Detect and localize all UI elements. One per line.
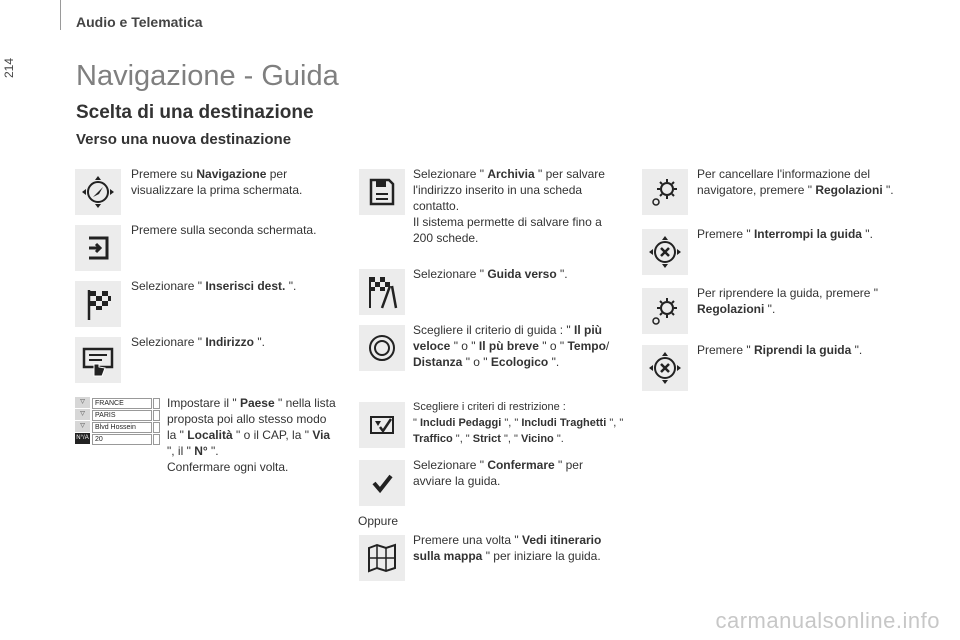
- header-divider: [60, 0, 61, 30]
- section-header: Audio e Telematica: [76, 14, 203, 30]
- navigation-icon: [75, 169, 121, 215]
- map-icon: [359, 535, 405, 581]
- checkered-flag-icon: [75, 281, 121, 327]
- confirm-check-icon: [359, 460, 405, 506]
- watermark: carmanualsonline.info: [715, 608, 940, 633]
- step-confirm: Selezionare " Confermare " per avviare la guida.: [413, 458, 583, 488]
- second-screen-icon: [75, 225, 121, 271]
- form-row-street: ▽ Blvd Hossein: [75, 421, 160, 432]
- guide-to-flag-icon: [359, 269, 405, 315]
- step-stop-guidance: Premere " Interrompi la guida ".: [697, 227, 873, 241]
- address-card-icon: [75, 337, 121, 383]
- oppure-label: Oppure: [358, 514, 399, 528]
- step-save-contact: Selezionare " Archivia " per salvare l'indirizzo inserito in una scheda contatto. Il sistema permette di salvare fino a 200 schede.: [413, 167, 605, 245]
- page-subtitle: Scelta di una destinazione: [76, 102, 314, 123]
- step-enter-destination: Selezionare " Inserisci dest. ".: [131, 279, 297, 293]
- step-restrictions: Scegliere i criteri di restrizione : " Includi Pedaggi ", " Includi Traghetti ", " Traffico ", " Strict ", " Vicino ".: [413, 401, 624, 445]
- form-row-city: ▽ PARIS: [75, 409, 160, 420]
- resume-guidance-icon: [642, 345, 688, 391]
- step-resume-settings: Per riprendere la guida, premere " Regolazioni ".: [697, 286, 879, 316]
- step-resume-guidance: Premere " Riprendi la guida ".: [697, 343, 863, 357]
- settings-gear-icon: [642, 169, 688, 215]
- step-address: Selezionare " Indirizzo ".: [131, 335, 265, 349]
- step-route-criteria: Scegliere il criterio di guida : " Il più veloce " o " Il pù breve " o " Tempo/ Distanza " o " Ecologico ".: [413, 323, 610, 369]
- step-navigation: Premere su Navigazione per visualizzare la prima schermata.: [131, 167, 303, 197]
- step-guide-to: Selezionare " Guida verso ".: [413, 267, 568, 281]
- stop-guidance-icon: [642, 229, 688, 275]
- criteria-icon: [359, 325, 405, 371]
- step-second-screen: Premere sulla seconda schermata.: [131, 223, 317, 237]
- page-title: Navigazione - Guida: [76, 60, 339, 92]
- form-row-country: ▽ FRANCE: [75, 397, 160, 408]
- page-number: 214: [2, 57, 16, 78]
- step-enter-address: Impostare il " Paese " nella lista proposta poi allo stesso modo la " Località " o il CAP, la " Via ", il " N° ". Confermare ogni volta.: [167, 396, 336, 474]
- restrictions-icon: [359, 402, 405, 448]
- step-clear-navigation: Per cancellare l'informazione del navigatore, premere " Regolazioni ".: [697, 167, 894, 197]
- settings-gear-icon-2: [642, 288, 688, 334]
- address-form-thumbnail: [75, 397, 160, 445]
- section-title: Verso una nuova destinazione: [76, 131, 292, 148]
- save-icon: [359, 169, 405, 215]
- form-row-number: N°/A 20: [75, 433, 160, 444]
- step-view-route-map: Premere una volta " Vedi itinerario sulla mappa " per iniziare la guida.: [413, 533, 602, 563]
